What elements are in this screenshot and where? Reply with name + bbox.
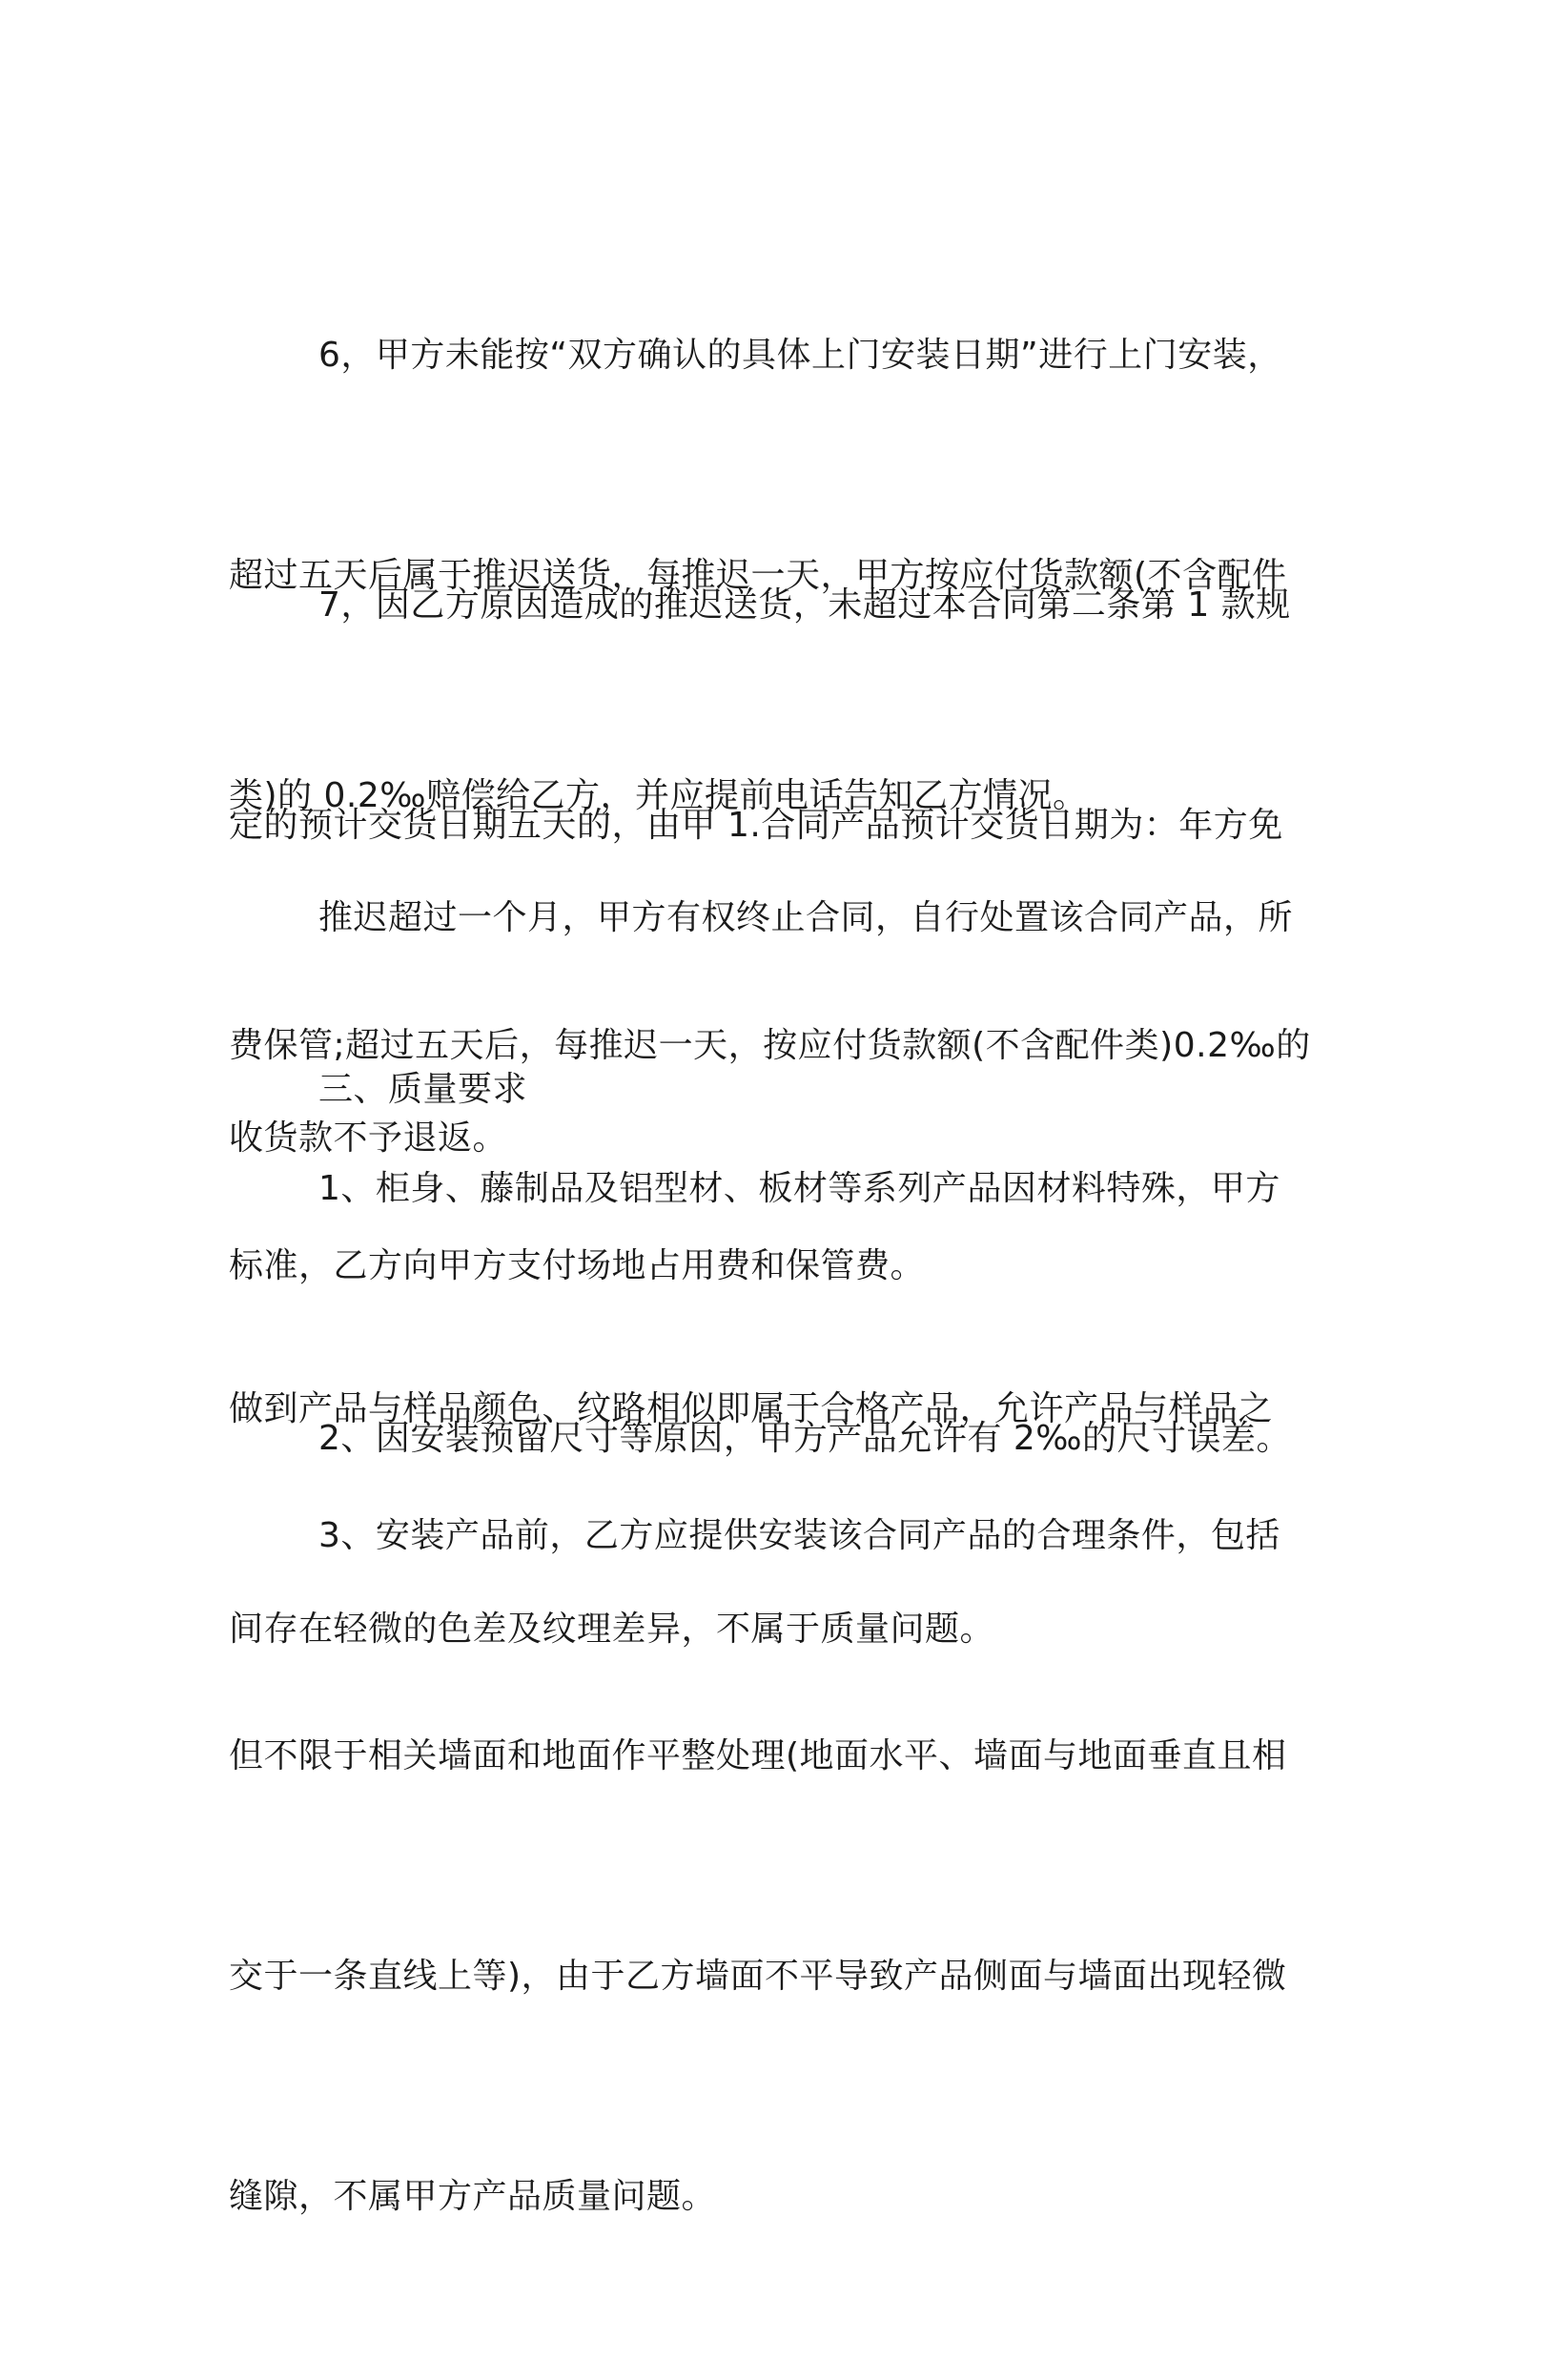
text-line: 做到产品与样品颜色、纹路相似即属于合格产品，允许产品与样品之 [229,1389,1274,1428]
text-line: 费保管;超过五天后，每推迟一天，按应付货款额(不含配件类)0.2‰的 [229,1026,1311,1065]
text-line: 但不限于相关墙面和地面作平整处理(地面水平、墙面与地面垂直且相 [229,1736,1287,1775]
document-page [229,0,1316,2216]
text-line: 交于一条直线上等)，由于乙方墙面不平导致产品侧面与墙面出现轻微 [229,1957,1287,1996]
text-line: 标准，乙方向甲方支付场地占用费和保管费。 [229,1246,926,1285]
text-line: 间存在轻微的色差及纹理差异，不属于质量问题。 [229,1610,995,1649]
text-line: 类)的 0.2‰赔偿给乙方，并应提前电话告知乙方情况。 [229,776,1088,815]
text-line: 收货款不予退返。 [229,1118,508,1158]
text-line: 2、因安装预留尺寸等原因，甲方产品允许有 2‰的尺寸误差。 [318,1419,1292,1458]
text-line: 1、柜身、藤制品及铝型材、板材等系列产品因材料特殊，甲方 [318,1169,1280,1208]
text-line: 定的预计交货日期五天的，由甲 1.合同产品预计交货日期为：年方免 [229,806,1283,845]
paragraph-quality-3 [229,1352,1316,2380]
text-line: 超过五天后属于推迟送货，每推迟一天，甲方按应付货款额(不含配件 [229,556,1287,595]
text-line: 推迟超过一个月，甲方有权终止合同，自行处置该合同产品，所 [318,898,1294,937]
text-line: 7，因乙方原因造成的推迟送货，未超过本合同第二条第 1 款规 [318,585,1291,625]
section-heading: 三、质量要求 [318,1070,528,1109]
text-line: 6，甲方未能按“双方确认的具体上门安装日期”进行上门安装， [318,336,1282,375]
text-line: 缝隙，不属甲方产品质量问题。 [229,2177,717,2216]
text-line: 3、安装产品前，乙方应提供安装该合同产品的合理条件，包括 [318,1516,1280,1555]
